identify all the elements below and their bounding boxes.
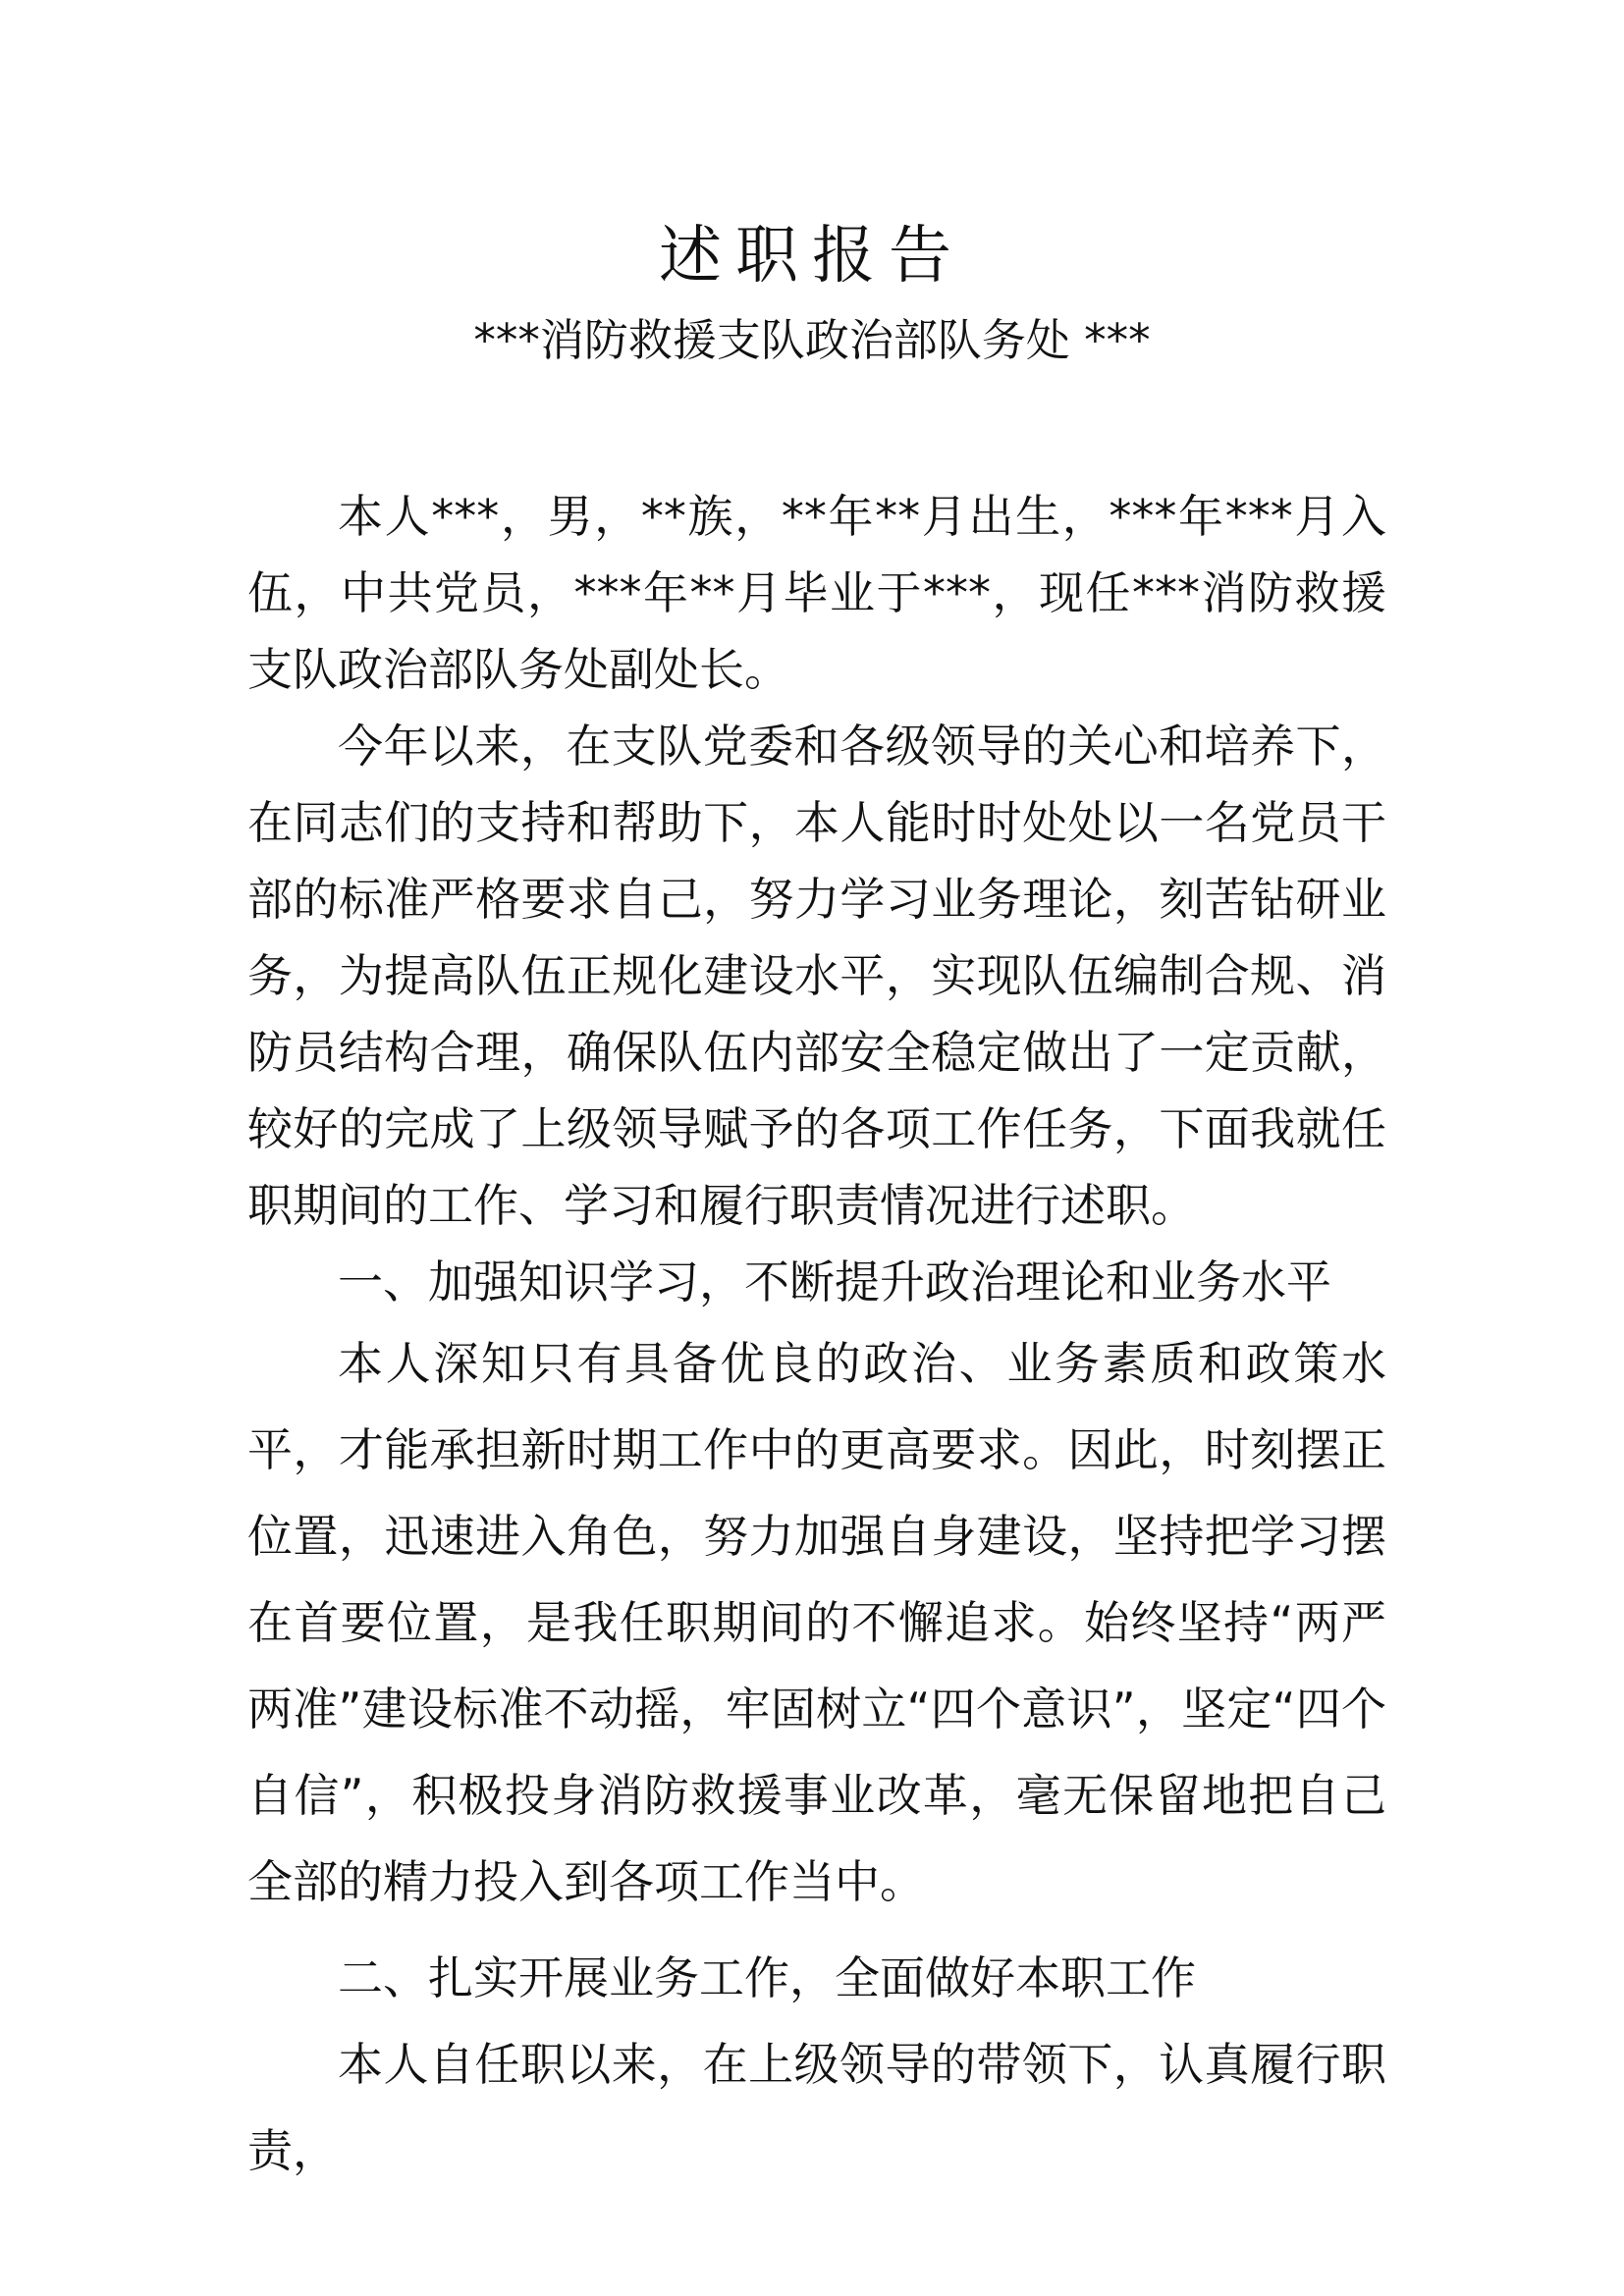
- document-title: 述职报告: [659, 220, 965, 293]
- section-heading-1: 一、加强知识学习，不断提升政治理论和业务水平: [338, 1255, 1331, 1308]
- document-body: [247, 478, 1386, 2194]
- paragraph-section-1: 本人深知只有具备优良的政治、业务素质和政策水平，才能承担新时期工作中的更高要求。因此，时刻摆正位置，迅速进入角色，努力加强自身建设，坚持把学习摆在首要位置，是我任职期间的不懈追求。始终坚持“两严两准”建设标准不动摇，牢固树立“四个意识”，坚定“四个自信”，积极投身消防救援事业改革，毫无保留地把自己全部的精力投入到各项工作当中。: [247, 1337, 1386, 1908]
- paragraph-section-2: 本人自任职以来，在上级领导的带领下，认真履行职责，: [247, 2038, 1386, 2177]
- section-1-content: [247, 1320, 1386, 2194]
- paragraph-introduction: 今年以来，在支队党委和各级领导的关心和培养下，在同志们的支持和帮助下，本人能时时处处以一名党员干部的标准严格要求自己，努力学习业务理论，刻苦钻研业务，为提高队伍正规化建设水平，实现队伍编制合规、消防员结构合理，确保队伍内部安全稳定做出了一定贡献，较好的完成了上级领导赋予的各项工作任务，下面我就任职期间的工作、学习和履行职责情况进行述职。: [247, 720, 1386, 1232]
- document-subtitle: ***消防救援支队政治部队务处 ***: [473, 314, 1151, 366]
- section-heading-2: 二、扎实开展业务工作，全面做好本职工作: [338, 1951, 1196, 2004]
- paragraph-personal-info: 本人***，男，**族，**年**月出生，***年***月入伍，中共党员，***年**月毕业于***，现任***消防救援支队政治部队务处副处长。: [247, 490, 1386, 696]
